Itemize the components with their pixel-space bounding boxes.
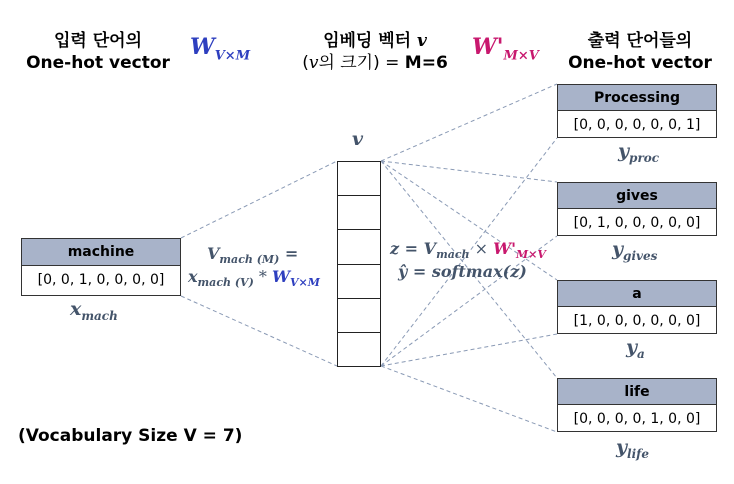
- output-label-sub: life: [627, 446, 649, 461]
- input-word-box: machine: [21, 238, 181, 266]
- input-header-line2: One-hot vector: [26, 53, 170, 73]
- output-header-line2: One-hot vector: [568, 53, 712, 73]
- embed-symbol-small: v: [308, 53, 319, 73]
- output-label-base: y: [612, 238, 624, 260]
- output-label: [626, 336, 645, 361]
- output-label: [618, 140, 659, 165]
- embed-size-text: 의 크기) =: [318, 53, 405, 73]
- output-label-sub: gives: [623, 248, 658, 263]
- eq-z-w-sub: M×V: [515, 248, 546, 262]
- output-header-line1: 출력 단어들의: [587, 31, 693, 51]
- embedding-header-line1: [270, 30, 480, 52]
- line-bottom-a-bottom: [381, 334, 557, 366]
- line-input-bottom: [181, 296, 337, 366]
- eq-w-sub: V×M: [289, 276, 320, 290]
- equation-x-w: [188, 267, 320, 289]
- eq-z-w-base: W': [493, 239, 516, 258]
- eq-z-v-sub: mach: [436, 248, 470, 262]
- eq-x-sub: mach (V): [197, 276, 254, 290]
- embedding-header: [270, 30, 480, 74]
- embedding-cell: [337, 195, 381, 230]
- equation-v-mach: [207, 244, 298, 266]
- embedding-cell: [337, 229, 381, 264]
- embedding-label: v: [352, 128, 364, 150]
- output-label-base: y: [618, 140, 630, 162]
- output-label: [612, 238, 657, 263]
- w-prime-sub: M×V: [503, 48, 539, 64]
- input-header-line1: 입력 단어의: [53, 31, 143, 51]
- input-label-base: x: [70, 298, 82, 320]
- line-input-top: [181, 161, 337, 238]
- w-prime-base: W': [472, 34, 504, 60]
- eq-v-base: V: [207, 244, 220, 263]
- input-label: [70, 298, 118, 323]
- embed-paren: (: [302, 53, 309, 73]
- eq-x-op: *: [253, 267, 272, 286]
- line-bottom-life-bottom: [381, 366, 557, 432]
- embedding-header-line2: [270, 52, 480, 74]
- embedding-cell: [337, 264, 381, 299]
- output-word-box: a: [557, 280, 717, 307]
- embedding-header-text: 임베딩 벡터: [323, 31, 412, 51]
- eq-v-sub: mach (M): [219, 253, 280, 267]
- equation-z: [390, 239, 546, 261]
- input-label-sub: mach: [81, 308, 118, 323]
- eq-v-op: =: [279, 244, 299, 263]
- input-vector-box: [0, 0, 1, 0, 0, 0, 0]: [21, 265, 181, 296]
- embedding-cell: [337, 161, 381, 196]
- w-prime-matrix-label: [472, 34, 539, 63]
- eq-z-op: ×: [469, 239, 494, 258]
- output-vector-box: [0, 1, 0, 0, 0, 0, 0]: [557, 208, 717, 236]
- output-label-sub: a: [637, 346, 645, 361]
- line-top-processing-top: [381, 84, 557, 161]
- output-label-base: y: [616, 436, 628, 458]
- output-word-box: Processing: [557, 84, 717, 111]
- w-matrix-base: W: [190, 34, 215, 60]
- output-label-base: y: [626, 336, 638, 358]
- embedding-cell: [337, 298, 381, 333]
- output-vector-box: [1, 0, 0, 0, 0, 0, 0]: [557, 306, 717, 334]
- output-header: [552, 30, 728, 74]
- output-word-box: gives: [557, 182, 717, 209]
- output-word-box: life: [557, 378, 717, 405]
- w-matrix-sub: V×M: [214, 48, 251, 64]
- output-vector-box: [0, 0, 0, 0, 1, 0, 0]: [557, 404, 717, 432]
- embedding-header-symbol: v: [417, 31, 427, 51]
- w-matrix-label: [190, 34, 250, 63]
- equation-yhat: ŷ = softmax(z): [398, 262, 527, 281]
- output-label: [616, 436, 649, 461]
- output-label-sub: proc: [629, 150, 660, 165]
- eq-z-v-base: V: [423, 239, 437, 258]
- eq-z-lhs: z =: [390, 239, 424, 258]
- vocabulary-size-note: (Vocabulary Size V = 7): [18, 426, 243, 446]
- output-vector-box: [0, 0, 0, 0, 0, 0, 1]: [557, 110, 717, 138]
- eq-w-base: W: [271, 267, 290, 286]
- embed-size-value: M=6: [404, 53, 448, 73]
- input-header: [10, 30, 186, 74]
- eq-x-base: x: [188, 267, 198, 286]
- embedding-cell: [337, 332, 381, 367]
